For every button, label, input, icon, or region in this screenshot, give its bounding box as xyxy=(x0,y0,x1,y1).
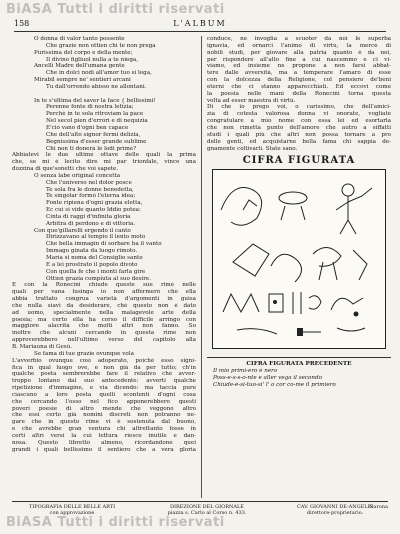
masthead xyxy=(14,19,386,32)
text-line: che nulla siavi da desiderare, chè questo non è dato xyxy=(12,302,196,309)
left-column xyxy=(12,36,196,453)
text-line: ad uomo, specialmente nella malagevole arte della xyxy=(12,309,196,316)
text-line: conduce, ne invoglia a scuoter da noi le superba xyxy=(207,36,391,42)
text-line: con la dolcezza della Religione, col pensiero de'beni xyxy=(207,77,391,84)
right-column xyxy=(207,36,391,389)
text-line: che cercando l'osso nel fico apponerebbero questi xyxy=(12,398,196,405)
previous-puzzle-solution xyxy=(207,368,391,389)
text-line: Che dell'alto signor fermi delizia, xyxy=(46,131,141,138)
text-line: che non rimetta punto dell'amore che autro a siffatti xyxy=(207,124,391,131)
text-line: gnamente coltivarli. State sano. xyxy=(207,145,298,152)
previous-puzzle-heading: CIFRA FIGURATA PRECEDENTE xyxy=(207,357,391,368)
text-line: delle genti, ed acquistarne bella fama chi sappia de- xyxy=(207,138,391,145)
text-line: L'avverbio ovunque così adoperato, poichè esso signi- xyxy=(12,357,196,364)
text-line: In te s'ultima del saver la face { bellissimi! xyxy=(34,97,156,104)
text-line: poveri poesie di altro mende che veggono altro xyxy=(12,405,196,412)
text-line: Il divino figliuol nulla a te niega, xyxy=(46,56,139,63)
text-line: Che l'universo nel dolor posce xyxy=(46,179,132,186)
text-line: certi altri versi la cui lettura riesce inutile e dan- xyxy=(12,432,196,439)
text-line: E con la Ronecini chiude queste sue rime nelle xyxy=(12,282,196,289)
text-line: volta ad esser maestra di virtù. xyxy=(207,97,296,104)
text-line: Con quella fe che i monti farla gire xyxy=(46,268,146,275)
text-line: Te singolar formò l'eterna idea; xyxy=(46,193,136,200)
letter-m-figure xyxy=(223,294,259,312)
text-line: eterni che ci stanno apparecchiati. Ed eccovi come xyxy=(207,83,391,90)
text-line: Maria si noma del Consiglio santo xyxy=(46,255,143,261)
cloud-figure xyxy=(279,192,307,204)
text-line: la poesia nelle mani della Ronecini torna questa xyxy=(207,90,391,97)
text-line: qualche poeta sembrerebbe fare il relativo che avver- xyxy=(12,371,196,378)
rebus-illustration xyxy=(212,169,386,349)
text-line: Mirabil sempre ne' sentieri arcani xyxy=(34,77,131,84)
text-line: abbia trattato congrua varietà d'argomenti in guisa xyxy=(12,296,196,303)
text-line: per rispondere all'alto fine a cui nascemmo e ci vi- xyxy=(207,56,391,63)
kite-figure xyxy=(233,244,269,276)
text-line: Che bella immagin di sorbare ha il vanto xyxy=(46,241,162,248)
solution-line: Chiude-è-si-tuo-si' l' o cor co-me il primiero xyxy=(213,381,336,388)
text-line: ripetizione d'immagine, e via dicendo: ma taccia pure xyxy=(12,385,196,392)
solution-line: Poss-e-s-s-o-nte e aller vega il secondo xyxy=(213,374,322,381)
text-line: viamo, ed insieme ne propone a non farsi abbat- xyxy=(207,63,391,70)
text-line: dozzina di que'sonetti che voi sapete. xyxy=(12,166,119,173)
text-line: tere dalle avversità, ma a temperare l'amaro di esse xyxy=(207,70,391,77)
text-line: Purissima del corpo e della mente; xyxy=(34,49,133,56)
text-line: Di che io prego voi, o carissimo, che dell'amici- xyxy=(207,104,391,111)
text-line: Se fama di tue grazie ovunque vola xyxy=(34,350,134,357)
text-line: troppo lontano dal suo antecedente: avverti qualche xyxy=(12,378,196,385)
text-line: Cinta di raggi d'infinita gloria xyxy=(46,213,131,220)
text-line: E'ciò vano d'ogni ben capace xyxy=(46,124,129,131)
text-line: che, se mi è lecito dire mi par trionfale, vince una xyxy=(12,159,196,166)
footer-director: CAV. GIOVANNI DE-ANGELIS direttore-proprietario. xyxy=(296,504,374,517)
text-line: ciascuno a loro posta quelli scontenti d'ogni cosa xyxy=(12,391,196,398)
text-line: Dirizzavano al tempio il lento moto xyxy=(46,234,146,241)
trumpeter-figure xyxy=(336,188,372,234)
text-line: Tu dall'orrendo abisso ne allontani. xyxy=(46,83,147,90)
text-line: Te sola fra le donne benedetta, xyxy=(46,186,134,193)
ribbon-figure xyxy=(221,188,262,226)
text-line: ignavia, ed ornarci l'animo di virtù, la mercè di xyxy=(207,42,391,49)
text-line: Immago ginata da luogo rimoto. xyxy=(46,248,138,255)
rebus-drawing xyxy=(213,170,385,348)
text-line: approverebbero nell'ultimo verso del capitolo alla xyxy=(12,337,196,344)
text-line: Nel secol pien d'errori e di nequizia xyxy=(46,118,148,125)
solution-line: Il mio primi-ero è nero xyxy=(213,368,278,375)
text-line xyxy=(12,91,196,98)
text-line: nosa. Questo libretto almeno, ricordandone quei xyxy=(12,439,196,446)
footer-direction: DIREZIONE DEL GIORNALE piazza s. Carlo al Corso n. 433. xyxy=(167,504,247,517)
text-line: quali per vana lusinga io non affermerò che ella xyxy=(12,289,196,296)
watermark-top: BiASA Tutti i diritti riservati xyxy=(6,2,225,17)
text-line: inoltre che alcuni cercando in questa rime non xyxy=(12,330,196,337)
text-line: studi i quali più che altri non possa tornare a pro xyxy=(207,131,391,138)
text-line: congratulare a mio nome con essa lei ed esortarla xyxy=(207,118,391,125)
right-column-text xyxy=(207,36,391,152)
page-title: L'ALBUM xyxy=(173,19,227,28)
text-line: che essi certo già nomini discreti non potranno ne- xyxy=(12,412,196,419)
footer-signature: Narona xyxy=(369,504,388,510)
page-number: 158 xyxy=(14,19,30,28)
column-divider xyxy=(201,36,202,498)
text-line: Ottien grazia compiuta al suo desire. xyxy=(46,275,151,282)
watermark-bottom: BiASA Tutti i diritti riservati xyxy=(6,515,225,530)
text-line: Perenne fonte di nostra letizia; xyxy=(46,104,134,111)
text-line: Che grazie non ottien chi te non prega xyxy=(46,42,156,49)
bird-figure xyxy=(331,298,363,310)
text-line: nobili studi, per giovare alla patria quanto è da noi, xyxy=(207,49,391,56)
text-line: B. Mariauna di Gesù. xyxy=(12,343,73,350)
text-line: Begnissima d'esser grande sublime xyxy=(46,138,147,145)
text-line: Ancelli Madre dell'umana gente xyxy=(34,63,125,70)
text-line: Arbitra di perdono e di vittoria. xyxy=(46,220,136,227)
footer-printer: TIPOGRAFIA DELLE BELLE ARTI con approvazione xyxy=(28,504,116,517)
text-line: Abbiatevi le due ultime ottave delle quali la prima xyxy=(12,152,196,159)
text-line: Con que'gillarelli ergendo il canto xyxy=(34,227,131,234)
text-line: grandi i quali bellissimo il sentiero che a vera gloria xyxy=(12,446,196,453)
text-line: Perchè in te sola ritroviam la pace xyxy=(46,111,144,118)
text-line: E a lei prostrato il popolo divoto xyxy=(46,261,138,268)
text-line: e che avrebbe gran ventura chi altrettanto fosse in xyxy=(12,426,196,433)
text-line: zia di cotesta valorosa donna vi onorate, vogliate xyxy=(207,111,391,118)
puzzle-heading: CIFRA FIGURATA xyxy=(242,155,356,167)
text-line: Fonte ripiena d'ogni grazia eletta, xyxy=(46,200,143,207)
text-line: maggiore alacrità che molti altri non fanno. So xyxy=(12,323,196,330)
text-line: poesia; ma certo ella ha corso il difficile arringo con xyxy=(12,316,196,323)
head-figure xyxy=(342,184,354,196)
text-line: O senza labe original concetta xyxy=(34,172,121,179)
text-line: fica in qual luogo ove, e non già da per tutto; ch'in xyxy=(12,364,196,371)
text-line: Che in dolci nodi all'amor tuo si lega, xyxy=(46,70,152,77)
angel-figure xyxy=(313,248,341,267)
text-line: Ec cui si vide quanto Iddio potea: xyxy=(46,207,141,214)
text-line: gare che in questo rime vi è sostenuta dal buono, xyxy=(12,419,196,426)
text-line: O donna di valor tanto possente xyxy=(34,36,125,42)
text-line: Chi non ti donerà le lodi prime? xyxy=(46,145,137,152)
